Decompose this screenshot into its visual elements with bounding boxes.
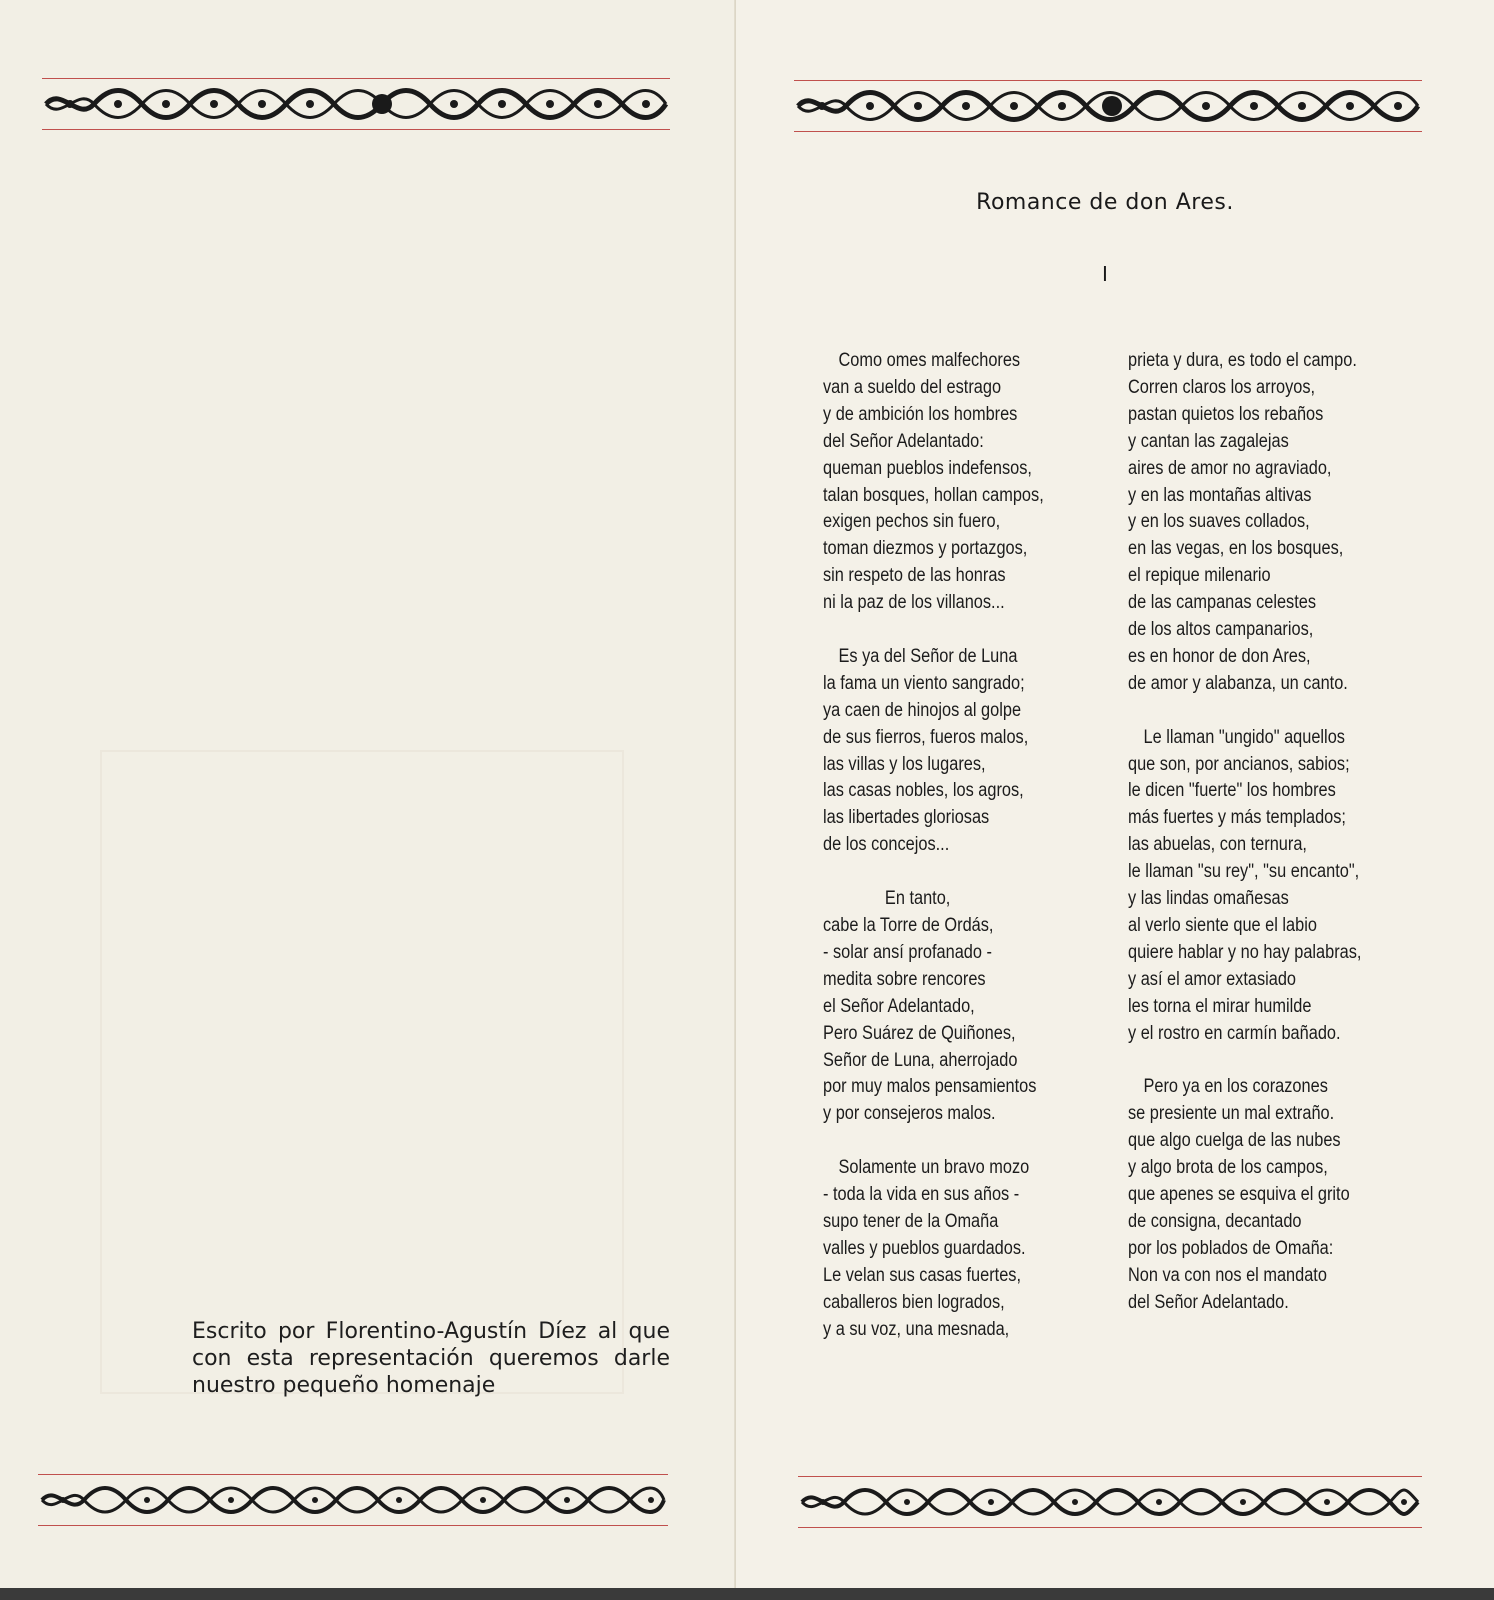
knotwork-ornament-icon xyxy=(38,1480,668,1520)
poem-line: y por consejeros malos. xyxy=(823,1103,996,1125)
poem-line: y cantan las zagalejas xyxy=(1128,430,1289,452)
poem-line: quiere hablar y no hay palabras, xyxy=(1128,941,1362,963)
poem-line: prieta y dura, es todo el campo. xyxy=(1128,350,1357,371)
scan-bottom-edge xyxy=(0,1588,1494,1600)
poem-line: supo tener de la Omaña xyxy=(823,1210,999,1232)
poem-line: las abuelas, con ternura, xyxy=(1128,834,1307,856)
knotwork-ornament-icon xyxy=(798,1482,1422,1522)
poem-title: Romance de don Ares. xyxy=(976,190,1234,215)
poem-stanza xyxy=(1128,1074,1361,1316)
poem-line: Le velan sus casas fuertes, xyxy=(823,1264,1022,1286)
poem-line: Corren claros los arroyos, xyxy=(1128,376,1316,398)
poem-line: queman pueblos indefensos, xyxy=(823,457,1032,479)
poem-line: las villas y los lugares, xyxy=(823,753,986,775)
poem-stanza xyxy=(823,1155,1044,1343)
poem-line: les torna el mirar humilde xyxy=(1128,995,1312,1017)
poem-line: y el rostro en carmín bañado. xyxy=(1128,1022,1341,1044)
poem-line: Le llaman "ungido" aquellos xyxy=(1143,726,1345,748)
poem-line: que son, por ancianos, sabios; xyxy=(1128,753,1350,775)
ghost-frame xyxy=(100,750,624,1394)
poem-line: de consigna, decantado xyxy=(1128,1210,1302,1232)
poem-line: Señor de Luna, aherrojado xyxy=(823,1049,1018,1071)
poem-line: de los altos campanarios, xyxy=(1128,619,1314,641)
poem-line: medita sobre rencores xyxy=(823,968,986,990)
poem-stanza xyxy=(823,348,1044,617)
poem-line: le llaman "su rey", "su encanto", xyxy=(1128,861,1360,883)
poem-line: aires de amor no agraviado, xyxy=(1128,457,1332,479)
poem-line: la fama un viento sangrado; xyxy=(823,672,1025,694)
poem-line: de sus fierros, fueros malos, xyxy=(823,726,1029,748)
poem-line: - toda la vida en sus años - xyxy=(823,1184,1020,1206)
poem-line: ni la paz de los villanos... xyxy=(823,592,1005,614)
poem-line: Pero ya en los corazones xyxy=(1143,1076,1328,1098)
poem-line: más fuertes y más templados; xyxy=(1128,807,1346,829)
poem-line: - solar ansí profanado - xyxy=(823,941,992,963)
knotwork-ornament-icon xyxy=(42,84,670,124)
poem-line: talan bosques, hollan campos, xyxy=(823,484,1044,506)
poem-line: de amor y alabanza, un canto. xyxy=(1128,672,1348,694)
poem-line: del Señor Adelantado: xyxy=(823,430,984,452)
tribute-dedication: Escrito por Florentino-Agustín Díez al que con esta representación queremos darle nuestro pequeño homenaje xyxy=(192,1319,670,1398)
top-ornament-band-left xyxy=(42,78,670,130)
poem-column-right xyxy=(1128,348,1361,1343)
poem-line: del Señor Adelantado. xyxy=(1128,1291,1289,1313)
poem-stanza xyxy=(823,886,1044,1128)
poem-stanza xyxy=(1128,725,1361,1048)
poem-line: toman diezmos y portazgos, xyxy=(823,538,1028,560)
poem-line: de las campanas celestes xyxy=(1128,592,1317,614)
poem-line: por muy malos pensamientos xyxy=(823,1076,1037,1098)
poem-line: por los poblados de Omaña: xyxy=(1128,1237,1334,1259)
poem-line: van a sueldo del estrago xyxy=(823,376,1002,398)
poem-line: pastan quietos los rebaños xyxy=(1128,403,1324,425)
top-ornament-band-right xyxy=(794,80,1422,132)
poem-line: las casas nobles, los agros, xyxy=(823,780,1024,802)
poem-line: exigen pechos sin fuero, xyxy=(823,511,1001,533)
poem-line: y en los suaves collados, xyxy=(1128,511,1310,533)
poem-line: valles y pueblos guardados. xyxy=(823,1237,1026,1259)
poem-line: le dicen "fuerte" los hombres xyxy=(1128,780,1336,802)
poem-line: y a su voz, una mesnada, xyxy=(823,1318,1010,1340)
bottom-ornament-band-left xyxy=(38,1474,668,1526)
poem-line: y de ambición los hombres xyxy=(823,403,1018,425)
poem-line: ya caen de hinojos al golpe xyxy=(823,699,1022,721)
poem-line: Como omes malfechores xyxy=(838,350,1021,371)
ghost-bleed-through xyxy=(220,160,233,204)
poem-line: las libertades gloriosas xyxy=(823,807,990,829)
poem-line: el repique milenario xyxy=(1128,565,1271,587)
knotwork-ornament-icon xyxy=(794,86,1422,126)
poem-stanza xyxy=(1128,348,1361,698)
bottom-ornament-band-right xyxy=(798,1476,1422,1528)
poem-line: y así el amor extasiado xyxy=(1128,968,1297,990)
poem-line: Non va con nos el mandato xyxy=(1128,1264,1327,1286)
poem-line: es en honor de don Ares, xyxy=(1128,645,1311,667)
poem-line: caballeros bien logrados, xyxy=(823,1291,1005,1313)
poem-line: sin respeto de las honras xyxy=(823,565,1006,587)
poem-line: En tanto, xyxy=(884,888,951,910)
poem-line: al verlo siente que el labio xyxy=(1128,915,1317,937)
left-page xyxy=(0,0,736,1600)
poem-line: Es ya del Señor de Luna xyxy=(838,645,1018,667)
poem-line: se presiente un mal extraño. xyxy=(1128,1103,1335,1125)
poem-line: que algo cuelga de las nubes xyxy=(1128,1130,1341,1152)
poem-line: el Señor Adelantado, xyxy=(823,995,975,1017)
poem-stanza xyxy=(823,644,1044,859)
poem-line: y en las montañas altivas xyxy=(1128,484,1312,506)
poem-line: en las vegas, en los bosques, xyxy=(1128,538,1344,560)
poem-line: cabe la Torre de Ordás, xyxy=(823,915,994,936)
poem-line: Solamente un bravo mozo xyxy=(838,1157,1030,1179)
poem-line: y algo brota de los campos, xyxy=(1128,1157,1328,1179)
poem-line: que apenes se esquiva el grito xyxy=(1128,1184,1350,1206)
section-numeral: I xyxy=(1102,262,1108,286)
poem-line: de los concejos... xyxy=(823,834,950,856)
poem-line: Pero Suárez de Quiñones, xyxy=(823,1022,1016,1044)
poem-column-left xyxy=(823,348,1044,1370)
poem-line: y las lindas omañesas xyxy=(1128,888,1289,910)
